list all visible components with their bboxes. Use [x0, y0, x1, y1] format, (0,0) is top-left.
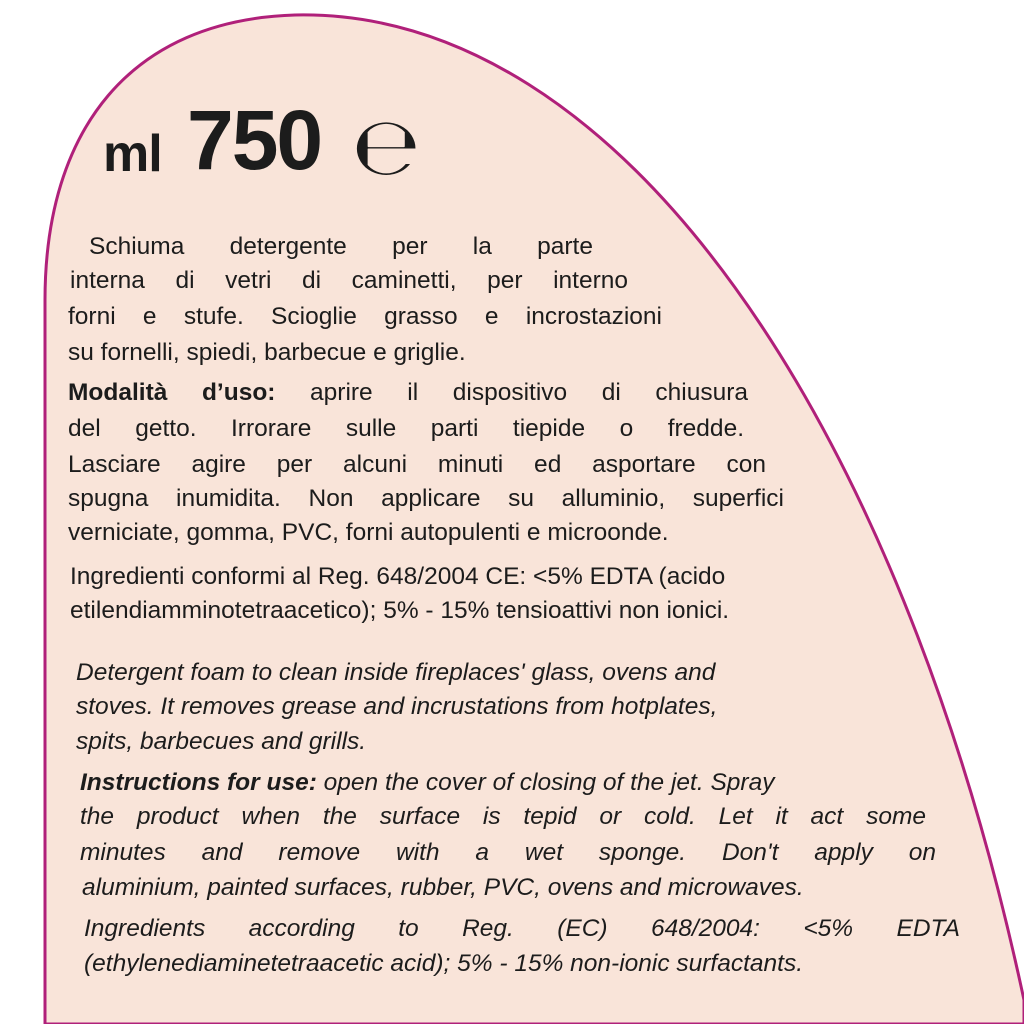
it-ingredients-line-1: Ingredienti conformi al Reg. 648/2004 CE: <5% EDTA (acido [70, 563, 726, 590]
it-description-line-3: forni e stufe. Scioglie grasso e incrostazioni [68, 303, 662, 330]
en-description-line-2: stoves. It removes grease and incrustations from hotplates, [76, 693, 718, 720]
it-usage-text-1: aprire il dispositivo di chiusura [310, 379, 748, 406]
it-usage-line-5: verniciate, gomma, PVC, forni autopulenti e microonde. [68, 519, 669, 546]
en-usage-heading: Instructions for use: [80, 769, 317, 796]
it-usage-heading: Modalità d’uso: [68, 379, 276, 406]
it-usage-line-4: spugna inumidita. Non applicare su alluminio, superfici [68, 485, 784, 512]
it-description-line-1: Schiuma detergente per la parte [89, 233, 593, 260]
en-ingredients-line-1: Ingredients according to Reg. (EC) 648/2004: <5% EDTA [84, 915, 960, 942]
en-ingredients-line-2: (ethylenediaminetetraacetic acid); 5% - 15% non-ionic surfactants. [84, 950, 804, 977]
it-description-line-4: su fornelli, spiedi, barbecue e griglie. [68, 339, 466, 366]
en-description-line-1: Detergent foam to clean inside fireplaces' glass, ovens and [76, 659, 716, 686]
en-usage-line-2: the product when the surface is tepid or cold. Let it act some [80, 803, 926, 830]
en-usage-text-1: open the cover of closing of the jet. Spray [323, 769, 775, 796]
it-usage-line-3: Lasciare agire per alcuni minuti ed asportare con [68, 451, 766, 478]
volume-value: 750 [187, 93, 322, 187]
it-usage-line-1 [68, 378, 748, 408]
en-description-line-3: spits, barbecues and grills. [76, 728, 367, 755]
en-usage-line-4: aluminium, painted surfaces, rubber, PVC, ovens and microwaves. [82, 874, 804, 901]
it-description-line-2: interna di vetri di caminetti, per interno [70, 267, 628, 294]
it-ingredients-line-2: etilendiamminotetraacetico); 5% - 15% tensioattivi non ionici. [70, 597, 730, 624]
estimated-sign-icon: ℮ [352, 100, 421, 193]
volume-unit: ml [103, 125, 162, 183]
it-usage-line-2: del getto. Irrorare sulle parti tiepide o fredde. [68, 415, 744, 442]
en-usage-line-3: minutes and remove with a wet sponge. Don't apply on [80, 839, 936, 866]
en-usage-line-1 [80, 768, 774, 798]
